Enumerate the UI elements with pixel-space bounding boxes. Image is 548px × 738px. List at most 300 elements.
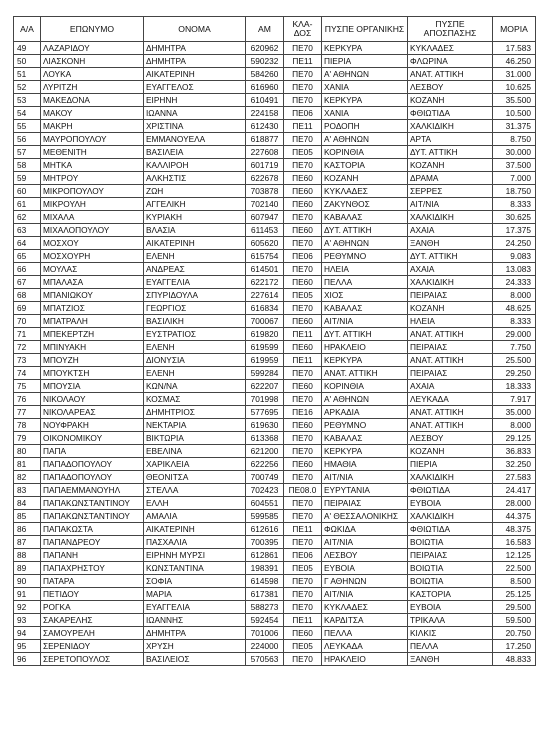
klados-cell: ΠΕ60 — [284, 276, 322, 289]
klados-cell: ΠΕ60 — [284, 341, 322, 354]
am-cell: 617381 — [246, 588, 284, 601]
surname-cell: ΜΠΑΤΖΙΟΣ — [41, 302, 144, 315]
pyspe-apospasis-cell: ΚΟΖΑΝΗ — [408, 94, 493, 107]
pyspe-organikis-cell: ΚΕΡΚΥΡΑ — [322, 445, 408, 458]
surname-cell: ΠΑΠΑΔΟΠΟΥΛΟΥ — [41, 458, 144, 471]
table-row — [14, 445, 536, 458]
moria-cell: 29.500 — [493, 601, 536, 614]
klados-cell: ΠΕ60 — [284, 627, 322, 640]
surname-cell: ΠΑΠΑΕΜΜΑΝΟΥΗΛ — [41, 484, 144, 497]
surname-cell: ΠΑΠΑΝΔΡΕΟΥ — [41, 536, 144, 549]
moria-cell: 10.625 — [493, 81, 536, 94]
pyspe-organikis-cell: ΦΩΚΙΔΑ — [322, 523, 408, 536]
aa-cell: 69 — [14, 302, 41, 315]
first-name-cell: ΕΛΕΝΗ — [144, 250, 246, 263]
table-row — [14, 536, 536, 549]
am-cell: 227608 — [246, 146, 284, 159]
klados-cell: ΠΕ05 — [284, 289, 322, 302]
aa-cell: 88 — [14, 549, 41, 562]
first-name-cell: ΕΛΕΝΗ — [144, 367, 246, 380]
surname-cell: ΜΠΟΥΚΤΣΗ — [41, 367, 144, 380]
klados-cell: ΠΕ60 — [284, 380, 322, 393]
am-cell: 227614 — [246, 289, 284, 302]
pyspe-apospasis-cell: ΛΕΣΒΟΥ — [408, 432, 493, 445]
aa-cell: 80 — [14, 445, 41, 458]
table-row — [14, 380, 536, 393]
table-row — [14, 55, 536, 68]
surname-cell: ΜΟΥΛΑΣ — [41, 263, 144, 276]
moria-cell: 59.500 — [493, 614, 536, 627]
surname-cell: ΝΙΚΟΛΑΟΥ — [41, 393, 144, 406]
am-cell: 621200 — [246, 445, 284, 458]
table-row — [14, 315, 536, 328]
pyspe-apospasis-cell: ΑΝΑΤ. ΑΤΤΙΚΗ — [408, 328, 493, 341]
pyspe-organikis-cell: ΑΙΤ/ΝΙΑ — [322, 588, 408, 601]
moria-cell: 30.625 — [493, 211, 536, 224]
moria-cell: 24.417 — [493, 484, 536, 497]
surname-cell: ΜΙΧΑΛΟΠΟΥΛΟΥ — [41, 224, 144, 237]
table-row — [14, 601, 536, 614]
pyspe-organikis-cell: ΑΙΤ/ΝΙΑ — [322, 315, 408, 328]
table-row — [14, 81, 536, 94]
am-cell: 622172 — [246, 276, 284, 289]
pyspe-apospasis-cell: ΦΘΙΩΤΙΔΑ — [408, 107, 493, 120]
table-row — [14, 627, 536, 640]
aa-cell: 79 — [14, 432, 41, 445]
first-name-cell: ΑΜΑΛΙΑ — [144, 510, 246, 523]
aa-cell: 93 — [14, 614, 41, 627]
first-name-cell: ΕΥΣΤΡΑΤΙΟΣ — [144, 328, 246, 341]
am-cell: 618877 — [246, 133, 284, 146]
table-row — [14, 276, 536, 289]
pyspe-organikis-cell: ΠΕΛΛΑ — [322, 627, 408, 640]
table-row — [14, 523, 536, 536]
first-name-cell: ΔΗΜΗΤΡΙΟΣ — [144, 406, 246, 419]
pyspe-organikis-cell: ΚΑΣΤΟΡΙΑ — [322, 159, 408, 172]
pyspe-apospasis-cell: ΒΟΙΩΤΙΑ — [408, 536, 493, 549]
klados-cell: ΠΕ70 — [284, 510, 322, 523]
document-page — [13, 16, 536, 666]
aa-cell: 61 — [14, 198, 41, 211]
pyspe-apospasis-cell: ΚΥΚΛΑΔΕΣ — [408, 42, 493, 55]
surname-cell: ΠΑΠΑΚΩΣΤΑ — [41, 523, 144, 536]
surname-cell: ΜΟΣΧΟΥ — [41, 237, 144, 250]
moria-cell: 48.375 — [493, 523, 536, 536]
table-row — [14, 653, 536, 666]
table-row — [14, 497, 536, 510]
klados-cell: ΠΕ70 — [284, 432, 322, 445]
aa-cell: 72 — [14, 341, 41, 354]
pyspe-organikis-cell: ΠΕΛΛΑ — [322, 276, 408, 289]
pyspe-apospasis-cell: ΧΑΛΚΙΔΙΚΗ — [408, 211, 493, 224]
am-cell: 619630 — [246, 419, 284, 432]
pyspe-organikis-cell: ΚΕΡΚΥΡΑ — [322, 354, 408, 367]
klados-cell: ΠΕ70 — [284, 159, 322, 172]
table-row — [14, 224, 536, 237]
moria-cell: 36.833 — [493, 445, 536, 458]
am-cell: 702140 — [246, 198, 284, 211]
klados-cell: ΠΕ11 — [284, 354, 322, 367]
pyspe-organikis-cell: ΚΑΒΑΛΑΣ — [322, 302, 408, 315]
first-name-cell: ΕΛΕΝΗ — [144, 341, 246, 354]
am-cell: 604551 — [246, 497, 284, 510]
klados-cell: ΠΕ70 — [284, 211, 322, 224]
pyspe-organikis-cell: ΑΡΚΑΔΙΑ — [322, 406, 408, 419]
first-name-cell: ΕΥΑΓΓΕΛΙΑ — [144, 601, 246, 614]
aa-cell: 89 — [14, 562, 41, 575]
am-cell: 619599 — [246, 341, 284, 354]
first-name-cell: ΑΙΚΑΤΕΡΙΝΗ — [144, 237, 246, 250]
table-row — [14, 510, 536, 523]
first-name-cell: ΔΗΜΗΤΡΑ — [144, 627, 246, 640]
first-name-cell: ΒΑΣΙΛΙΚΗ — [144, 315, 246, 328]
pyspe-apospasis-cell: ΒΟΙΩΤΙΑ — [408, 575, 493, 588]
klados-cell: ΠΕ08.0 — [284, 484, 322, 497]
am-cell: 599284 — [246, 367, 284, 380]
table-row — [14, 588, 536, 601]
table-row — [14, 393, 536, 406]
moria-cell: 48.833 — [493, 653, 536, 666]
moria-cell: 22.500 — [493, 562, 536, 575]
pyspe-organikis-cell: ΧΙΟΣ — [322, 289, 408, 302]
first-name-cell: ΒΛΑΣΙΑ — [144, 224, 246, 237]
surname-cell: ΜΑΚΡΗ — [41, 120, 144, 133]
pyspe-organikis-cell: ΗΡΑΚΛΕΙΟ — [322, 341, 408, 354]
am-cell: 622678 — [246, 172, 284, 185]
surname-cell: ΜΠΑΛΑΣΑ — [41, 276, 144, 289]
table-row — [14, 406, 536, 419]
table-row — [14, 471, 536, 484]
surname-cell: ΜΑΥΡΟΠΟΥΛΟΥ — [41, 133, 144, 146]
pyspe-apospasis-cell: ΧΑΛΚΙΔΙΚΗ — [408, 276, 493, 289]
klados-cell: ΠΕ70 — [284, 263, 322, 276]
am-cell: 224000 — [246, 640, 284, 653]
first-name-cell: ΒΑΣΙΛΕΙΟΣ — [144, 653, 246, 666]
surname-cell: ΠΑΠΑΝΗ — [41, 549, 144, 562]
pyspe-apospasis-cell: ΚΟΖΑΝΗ — [408, 302, 493, 315]
surname-cell: ΜΠΟΥΖΗ — [41, 354, 144, 367]
am-cell: 701006 — [246, 627, 284, 640]
aa-cell: 67 — [14, 276, 41, 289]
surname-cell: ΜΙΚΡΟΠΟΥΛΟΥ — [41, 185, 144, 198]
aa-cell: 92 — [14, 601, 41, 614]
pyspe-organikis-cell: ΡΕΘΥΜΝΟ — [322, 419, 408, 432]
table-row — [14, 133, 536, 146]
pyspe-apospasis-cell: ΔΥΤ. ΑΤΤΙΚΗ — [408, 146, 493, 159]
placements-table — [13, 16, 536, 666]
am-cell: 619820 — [246, 328, 284, 341]
pyspe-apospasis-cell: ΤΡΙΚΑΛΑ — [408, 614, 493, 627]
aa-cell: 85 — [14, 510, 41, 523]
header-am: ΑΜ — [246, 17, 284, 42]
table-row — [14, 484, 536, 497]
first-name-cell: ΕΜΜΑΝΟΥΕΛΑ — [144, 133, 246, 146]
pyspe-apospasis-cell: ΗΛΕΙΑ — [408, 315, 493, 328]
first-name-cell: ΕΥΑΓΓΕΛΟΣ — [144, 81, 246, 94]
table-row — [14, 575, 536, 588]
moria-cell: 29.250 — [493, 367, 536, 380]
pyspe-organikis-cell: ΧΑΝΙΑ — [322, 107, 408, 120]
aa-cell: 64 — [14, 237, 41, 250]
surname-cell: ΜΠΙΝΥΑΚΗ — [41, 341, 144, 354]
aa-cell: 66 — [14, 263, 41, 276]
pyspe-apospasis-cell: ΠΕΙΡΑΙΑΣ — [408, 341, 493, 354]
moria-cell: 17.583 — [493, 42, 536, 55]
pyspe-apospasis-cell: ΚΑΣΤΟΡΙΑ — [408, 588, 493, 601]
first-name-cell: ΑΓΓΕΛΙΚΗ — [144, 198, 246, 211]
table-row — [14, 211, 536, 224]
aa-cell: 62 — [14, 211, 41, 224]
table-row — [14, 367, 536, 380]
table-row — [14, 107, 536, 120]
first-name-cell: ΕΙΡΗΝΗ — [144, 94, 246, 107]
klados-cell: ΠΕ70 — [284, 237, 322, 250]
moria-cell: 48.625 — [493, 302, 536, 315]
pyspe-organikis-cell: Γ ΑΘΗΝΩΝ — [322, 575, 408, 588]
pyspe-organikis-cell: ΚΑΡΔΙΤΣΑ — [322, 614, 408, 627]
pyspe-organikis-cell: Α' ΘΕΣΣΑΛΟΝΙΚΗΣ — [322, 510, 408, 523]
am-cell: 616960 — [246, 81, 284, 94]
klados-cell: ΠΕ70 — [284, 68, 322, 81]
moria-cell: 8.333 — [493, 315, 536, 328]
table-row — [14, 68, 536, 81]
pyspe-organikis-cell: ΚΕΡΚΥΡΑ — [322, 42, 408, 55]
aa-cell: 60 — [14, 185, 41, 198]
table-header-row — [14, 17, 536, 42]
surname-cell: ΣΕΡΕΤΟΠΟΥΛΟΣ — [41, 653, 144, 666]
pyspe-apospasis-cell: ΧΑΛΚΙΔΙΚΗ — [408, 510, 493, 523]
aa-cell: 75 — [14, 380, 41, 393]
pyspe-organikis-cell: ΑΙΤ/ΝΙΑ — [322, 471, 408, 484]
first-name-cell: ΧΡΥΣΗ — [144, 640, 246, 653]
pyspe-organikis-cell: ΡΕΘΥΜΝΟ — [322, 250, 408, 263]
first-name-cell: ΘΕΟΝΙΤΣΑ — [144, 471, 246, 484]
am-cell: 620962 — [246, 42, 284, 55]
moria-cell: 25.125 — [493, 588, 536, 601]
table-row — [14, 172, 536, 185]
table-row — [14, 237, 536, 250]
surname-cell: ΟΙΚΟΝΟΜΙΚΟΥ — [41, 432, 144, 445]
aa-cell: 84 — [14, 497, 41, 510]
aa-cell: 53 — [14, 94, 41, 107]
first-name-cell: ΓΕΩΡΓΙΟΣ — [144, 302, 246, 315]
header-onoma: ΟΝΟΜΑ — [144, 17, 246, 42]
surname-cell: ΣΑΜΟΥΡΕΛΗ — [41, 627, 144, 640]
moria-cell: 7.750 — [493, 341, 536, 354]
pyspe-apospasis-cell: ΦΘΙΩΤΙΔΑ — [408, 484, 493, 497]
first-name-cell: ΑΙΚΑΤΕΡΙΝΗ — [144, 523, 246, 536]
table-row — [14, 120, 536, 133]
pyspe-apospasis-cell: ΑΧΑΙΑ — [408, 380, 493, 393]
table-row — [14, 614, 536, 627]
am-cell: 224158 — [246, 107, 284, 120]
table-row — [14, 250, 536, 263]
surname-cell: ΜΗΤΡΟΥ — [41, 172, 144, 185]
first-name-cell: ΚΥΡΙΑΚΗ — [144, 211, 246, 224]
header-pyspe-organikis: ΠΥΣΠΕ ΟΡΓΑΝΙΚΗΣ — [322, 17, 408, 42]
surname-cell: ΜΑΚΕΔΟΝΑ — [41, 94, 144, 107]
pyspe-apospasis-cell: ΠΕΛΛΑ — [408, 640, 493, 653]
am-cell: 607947 — [246, 211, 284, 224]
klados-cell: ΠΕ11 — [284, 328, 322, 341]
moria-cell: 35.500 — [493, 94, 536, 107]
aa-cell: 73 — [14, 354, 41, 367]
surname-cell: ΠΑΠΑΚΩΝΣΤΑΝΤΙΝΟΥ — [41, 497, 144, 510]
pyspe-apospasis-cell: ΧΑΛΚΙΔΙΚΗ — [408, 471, 493, 484]
klados-cell: ΠΕ70 — [284, 42, 322, 55]
first-name-cell: ΕΛΛΗ — [144, 497, 246, 510]
am-cell: 614598 — [246, 575, 284, 588]
aa-cell: 65 — [14, 250, 41, 263]
klados-cell: ΠΕ05 — [284, 640, 322, 653]
first-name-cell: ΚΩΝΣΤΑΝΤΙΝΑ — [144, 562, 246, 575]
surname-cell: ΠΕΤΙΔΟΥ — [41, 588, 144, 601]
surname-cell: ΝΙΚΟΛΑΡΕΑΣ — [41, 406, 144, 419]
surname-cell: ΜΠΑΝΙΩΚΟΥ — [41, 289, 144, 302]
pyspe-organikis-cell: ΕΥΒΟΙΑ — [322, 562, 408, 575]
pyspe-apospasis-cell: ΛΕΣΒΟΥ — [408, 81, 493, 94]
aa-cell: 95 — [14, 640, 41, 653]
pyspe-apospasis-cell: ΛΕΥΚΑΔΑ — [408, 393, 493, 406]
surname-cell: ΜΑΚΟΥ — [41, 107, 144, 120]
moria-cell: 10.500 — [493, 107, 536, 120]
pyspe-apospasis-cell: ΔΥΤ. ΑΤΤΙΚΗ — [408, 250, 493, 263]
pyspe-organikis-cell: ΚΟΖΑΝΗ — [322, 172, 408, 185]
pyspe-organikis-cell: Α' ΑΘΗΝΩΝ — [322, 393, 408, 406]
moria-cell: 18.333 — [493, 380, 536, 393]
moria-cell: 24.333 — [493, 276, 536, 289]
am-cell: 611453 — [246, 224, 284, 237]
am-cell: 601719 — [246, 159, 284, 172]
surname-cell: ΡΟΓΚΑ — [41, 601, 144, 614]
moria-cell: 20.750 — [493, 627, 536, 640]
moria-cell: 13.083 — [493, 263, 536, 276]
table-row — [14, 302, 536, 315]
klados-cell: ΠΕ60 — [284, 172, 322, 185]
aa-cell: 71 — [14, 328, 41, 341]
aa-cell: 52 — [14, 81, 41, 94]
am-cell: 605620 — [246, 237, 284, 250]
klados-cell: ΠΕ05 — [284, 562, 322, 575]
first-name-cell: ΚΑΛΛΙΡΟΗ — [144, 159, 246, 172]
table-row — [14, 146, 536, 159]
klados-cell: ΠΕ60 — [284, 198, 322, 211]
pyspe-organikis-cell: ΖΑΚΥΝΘΟΣ — [322, 198, 408, 211]
aa-cell: 81 — [14, 458, 41, 471]
am-cell: 570563 — [246, 653, 284, 666]
pyspe-organikis-cell: ΛΕΣΒΟΥ — [322, 549, 408, 562]
klados-cell: ΠΕ70 — [284, 367, 322, 380]
pyspe-apospasis-cell: ΕΥΒΟΙΑ — [408, 601, 493, 614]
pyspe-apospasis-cell: ΒΟΙΩΤΙΑ — [408, 562, 493, 575]
pyspe-apospasis-cell: ΣΕΡΡΕΣ — [408, 185, 493, 198]
am-cell: 577695 — [246, 406, 284, 419]
am-cell: 610491 — [246, 94, 284, 107]
moria-cell: 8.333 — [493, 198, 536, 211]
moria-cell: 8.000 — [493, 289, 536, 302]
am-cell: 616834 — [246, 302, 284, 315]
first-name-cell: ΒΑΣΙΛΕΙΑ — [144, 146, 246, 159]
aa-cell: 86 — [14, 523, 41, 536]
klados-cell: ΠΕ70 — [284, 575, 322, 588]
first-name-cell: ΖΩΗ — [144, 185, 246, 198]
table-row — [14, 185, 536, 198]
aa-cell: 54 — [14, 107, 41, 120]
pyspe-apospasis-cell: ΦΛΩΡΙΝΑ — [408, 55, 493, 68]
am-cell: 592454 — [246, 614, 284, 627]
first-name-cell: ΙΩΑΝΝΗΣ — [144, 614, 246, 627]
surname-cell: ΜΙΧΑΛΑ — [41, 211, 144, 224]
first-name-cell: ΜΑΡΙΑ — [144, 588, 246, 601]
klados-cell: ΠΕ06 — [284, 107, 322, 120]
aa-cell: 78 — [14, 419, 41, 432]
klados-cell: ΠΕ16 — [284, 406, 322, 419]
klados-cell: ΠΕ05 — [284, 146, 322, 159]
pyspe-apospasis-cell: ΑΙΤ/ΝΙΑ — [408, 198, 493, 211]
am-cell: 622256 — [246, 458, 284, 471]
moria-cell: 16.583 — [493, 536, 536, 549]
pyspe-organikis-cell: ΡΟΔΟΠΗ — [322, 120, 408, 133]
aa-cell: 51 — [14, 68, 41, 81]
aa-cell: 76 — [14, 393, 41, 406]
header-moria: ΜΟΡΙΑ — [493, 17, 536, 42]
aa-cell: 90 — [14, 575, 41, 588]
pyspe-apospasis-cell: ΞΑΝΘΗ — [408, 653, 493, 666]
header-eponymo: ΕΠΩΝΥΜΟ — [41, 17, 144, 42]
moria-cell: 25.500 — [493, 354, 536, 367]
am-cell: 612861 — [246, 549, 284, 562]
aa-cell: 87 — [14, 536, 41, 549]
pyspe-apospasis-cell: ΠΕΙΡΑΙΑΣ — [408, 367, 493, 380]
first-name-cell: ΒΙΚΤΩΡΙΑ — [144, 432, 246, 445]
moria-cell: 8.000 — [493, 419, 536, 432]
first-name-cell: ΚΩΝ/ΝΑ — [144, 380, 246, 393]
moria-cell: 29.125 — [493, 432, 536, 445]
klados-cell: ΠΕ06 — [284, 250, 322, 263]
aa-cell: 83 — [14, 484, 41, 497]
surname-cell: ΜΠΟΥΣΙΑ — [41, 380, 144, 393]
moria-cell: 7.000 — [493, 172, 536, 185]
first-name-cell: ΔΗΜΗΤΡΑ — [144, 55, 246, 68]
pyspe-apospasis-cell: ΚΟΖΑΝΗ — [408, 159, 493, 172]
first-name-cell: ΙΩΑΝΝΑ — [144, 107, 246, 120]
klados-cell: ΠΕ11 — [284, 614, 322, 627]
pyspe-organikis-cell: Α' ΑΘΗΝΩΝ — [322, 68, 408, 81]
pyspe-organikis-cell: ΑΙΤ/ΝΙΑ — [322, 536, 408, 549]
table-row — [14, 640, 536, 653]
pyspe-organikis-cell: ΗΜΑΘΙΑ — [322, 458, 408, 471]
table-row — [14, 328, 536, 341]
pyspe-organikis-cell: ΠΕΙΡΑΙΑΣ — [322, 497, 408, 510]
first-name-cell: ΑΝΔΡΕΑΣ — [144, 263, 246, 276]
aa-cell: 74 — [14, 367, 41, 380]
klados-cell: ΠΕ11 — [284, 55, 322, 68]
aa-cell: 94 — [14, 627, 41, 640]
am-cell: 613368 — [246, 432, 284, 445]
pyspe-organikis-cell: ΚΟΡΙΝΘΙΑ — [322, 146, 408, 159]
pyspe-organikis-cell: ΗΛΕΙΑ — [322, 263, 408, 276]
table-row — [14, 159, 536, 172]
surname-cell: ΠΑΠΑ — [41, 445, 144, 458]
surname-cell: ΝΟΥΦΡΑΚΗ — [41, 419, 144, 432]
am-cell: 615754 — [246, 250, 284, 263]
klados-cell: ΠΕ70 — [284, 588, 322, 601]
surname-cell: ΛΟΥΚΑ — [41, 68, 144, 81]
moria-cell: 17.250 — [493, 640, 536, 653]
pyspe-organikis-cell: ΛΕΥΚΑΔΑ — [322, 640, 408, 653]
moria-cell: 31.000 — [493, 68, 536, 81]
am-cell: 702423 — [246, 484, 284, 497]
